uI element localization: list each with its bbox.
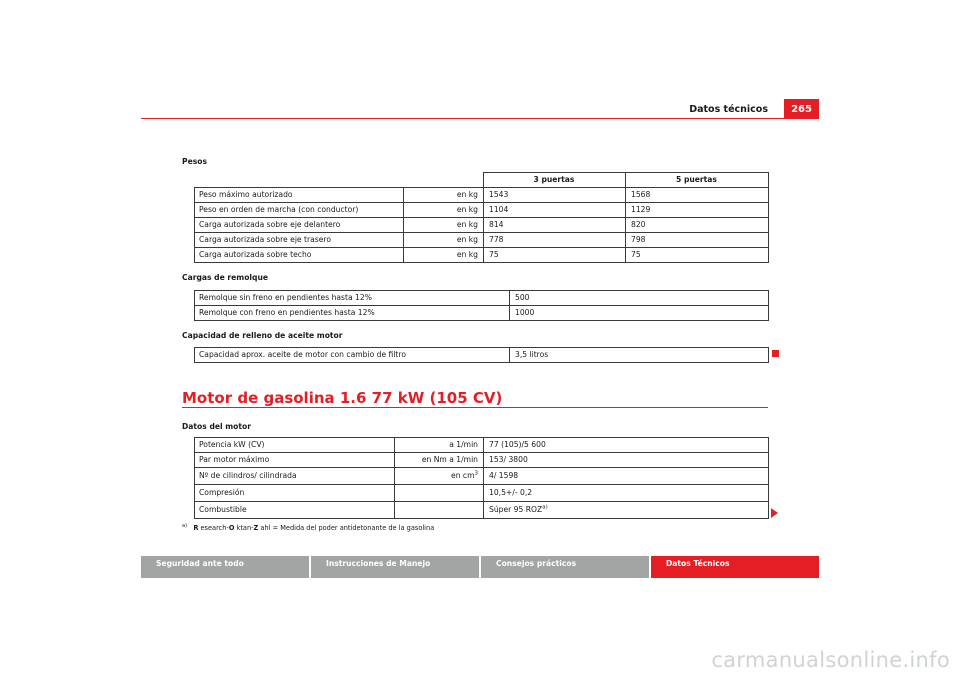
table-row: [195, 291, 769, 306]
footer-tab-datos-tecnicos[interactable]: [651, 556, 819, 578]
motor-heading: Motor de gasolina 1.6 77 kW (105 CV): [182, 389, 503, 407]
value-5-puertas: 820: [626, 218, 769, 233]
footnote-marker: a): [182, 523, 188, 529]
pesos-body: [194, 187, 769, 263]
pesos-table: [194, 172, 769, 188]
table-row: [195, 348, 769, 363]
row-value-text: 4/ 1598: [489, 471, 519, 480]
row-label: Compresión: [195, 485, 395, 502]
footer-tab-label: Consejos prácticos: [496, 559, 577, 568]
table-row: [195, 502, 769, 519]
pesos-label: Pesos: [182, 157, 207, 166]
row-value: 500: [510, 291, 769, 306]
footer-tab-label: Seguridad ante todo: [156, 559, 244, 568]
footer-tab-label: Instrucciones de Manejo: [326, 559, 431, 568]
row-label: Nº de cilindros/ cilindrada: [195, 468, 395, 485]
value-3-puertas: 814: [484, 218, 626, 233]
continue-arrow-icon[interactable]: [771, 508, 778, 518]
row-label: Carga autorizada sobre techo: [195, 248, 404, 263]
row-label: Peso en orden de marcha (con conductor): [195, 203, 404, 218]
table-row: [195, 468, 769, 485]
row-value-text: 77 (105)/5 600: [489, 440, 546, 449]
row-unit: [395, 485, 484, 502]
footnote-z: Z: [253, 524, 259, 533]
row-label: Carga autorizada sobre eje trasero: [195, 233, 404, 248]
pesos-header-row: [194, 173, 768, 188]
value-3-puertas: 778: [484, 233, 626, 248]
footnote-o: O: [228, 524, 235, 533]
row-value: [484, 453, 769, 468]
footnote-r-rest: esearch-: [198, 524, 229, 533]
aceite-table: [194, 347, 769, 363]
row-unit: [395, 502, 484, 519]
row-unit: [395, 453, 484, 468]
table-row: [195, 248, 769, 263]
value-3-puertas: 1104: [484, 203, 626, 218]
section-end-marker: [772, 350, 779, 357]
footnote-z-rest: ahl = Medida del poder antidetonante de la gasolina: [258, 524, 435, 533]
row-value-text: 10,5+/- 0,2: [489, 488, 533, 497]
header-rule: [141, 118, 819, 119]
row-value: [484, 468, 769, 485]
value-5-puertas: 1568: [626, 188, 769, 203]
row-label: Remolque sin freno en pendientes hasta 12%: [195, 291, 510, 306]
header-title: Datos técnicos: [689, 104, 768, 115]
footer-tab-consejos[interactable]: [481, 556, 649, 578]
footnote-o-rest: ktan-: [234, 524, 254, 533]
row-label: Peso máximo autorizado: [195, 188, 404, 203]
table-row: [195, 218, 769, 233]
row-unit: en kg: [404, 218, 484, 233]
table-row: [195, 203, 769, 218]
col-3-puertas: 3 puertas: [483, 173, 625, 188]
footnote-r: R: [193, 524, 199, 533]
table-row: [195, 453, 769, 468]
row-unit-superscript: 3: [474, 470, 478, 477]
pesos-blank-head: [194, 173, 483, 188]
motor-table: [194, 437, 769, 519]
row-value: 1000: [510, 306, 769, 321]
row-unit: en kg: [404, 233, 484, 248]
row-value: [484, 438, 769, 453]
row-value-text: Súper 95 ROZ: [489, 505, 543, 514]
row-value: 3,5 litros: [510, 348, 769, 363]
footer-tab-instrucciones[interactable]: [311, 556, 479, 578]
table-row: [195, 485, 769, 502]
row-label: Capacidad aprox. aceite de motor con cambio de filtro: [195, 348, 510, 363]
value-3-puertas: 1543: [484, 188, 626, 203]
value-5-puertas: 75: [626, 248, 769, 263]
row-label: Par motor máximo: [195, 453, 395, 468]
motor-heading-rule: [182, 407, 768, 408]
value-3-puertas: 75: [484, 248, 626, 263]
table-row: [195, 306, 769, 321]
remolque-table: [194, 290, 769, 321]
row-unit: en kg: [404, 248, 484, 263]
table-row: [195, 188, 769, 203]
row-value: [484, 502, 769, 519]
footer-tab-label: Datos Técnicos: [666, 559, 730, 568]
row-unit: en kg: [404, 188, 484, 203]
row-label: Remolque con freno en pendientes hasta 12%: [195, 306, 510, 321]
row-label: Potencia kW (CV): [195, 438, 395, 453]
row-value-text: 153/ 3800: [489, 455, 528, 464]
row-unit: [395, 438, 484, 453]
table-row: [195, 233, 769, 248]
watermark: carmanualsonline.info: [711, 648, 950, 672]
row-unit: en kg: [404, 203, 484, 218]
row-unit-text: en cm: [451, 471, 475, 480]
row-unit-text: en Nm a 1/min: [421, 455, 478, 464]
aceite-label: Capacidad de relleno de aceite motor: [182, 331, 343, 340]
value-5-puertas: 798: [626, 233, 769, 248]
footnote: [182, 523, 434, 532]
row-unit-text: a 1/min: [449, 440, 478, 449]
col-5-puertas: 5 puertas: [625, 173, 768, 188]
footnote-ref[interactable]: a): [542, 504, 548, 511]
value-5-puertas: 1129: [626, 203, 769, 218]
row-label: Carga autorizada sobre eje delantero: [195, 218, 404, 233]
remolque-label: Cargas de remolque: [182, 273, 269, 282]
row-label: Combustible: [195, 502, 395, 519]
table-row: [195, 438, 769, 453]
row-value: [484, 485, 769, 502]
page-number: 265: [784, 99, 819, 119]
motor-label: Datos del motor: [182, 422, 251, 431]
footer-tab-seguridad[interactable]: [141, 556, 309, 578]
row-unit: [395, 468, 484, 485]
